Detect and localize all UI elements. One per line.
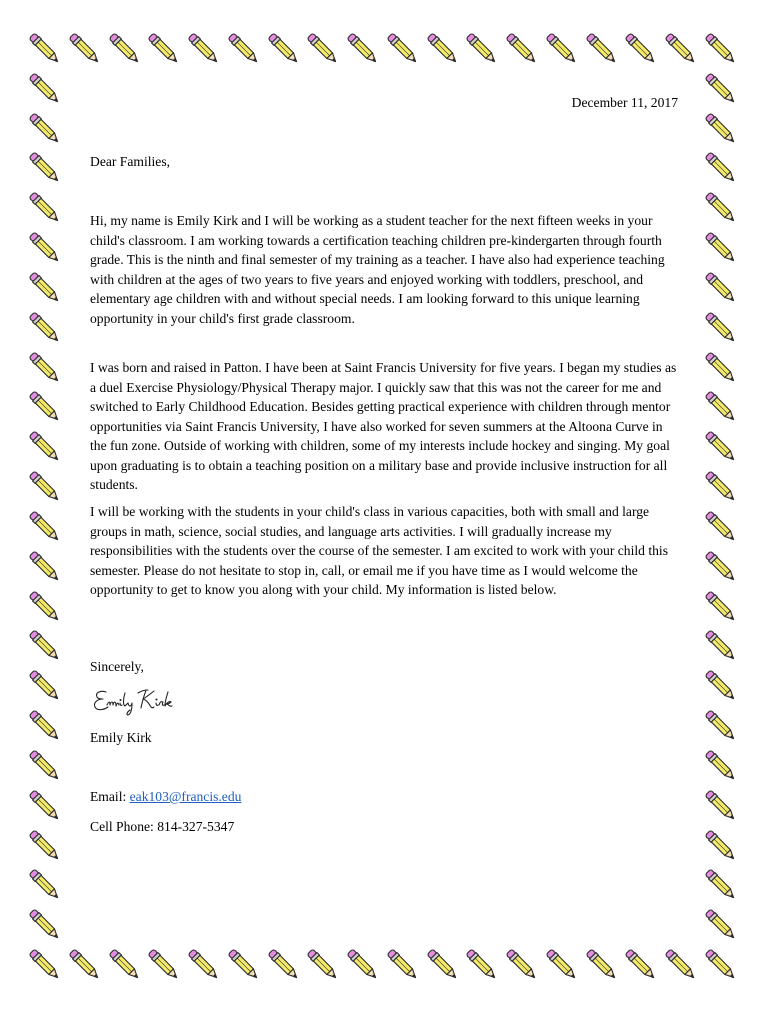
pencil-icon xyxy=(622,30,662,70)
pencil-icon xyxy=(702,70,742,110)
pencil-icon xyxy=(26,707,66,747)
pencil-icon xyxy=(26,667,66,707)
pencil-icon xyxy=(265,30,305,70)
pencil-icon xyxy=(583,30,623,70)
pencil-icon xyxy=(26,189,66,229)
pencil-icon xyxy=(26,388,66,428)
pencil-icon xyxy=(26,627,66,667)
pencil-icon xyxy=(26,588,66,628)
pencil-icon xyxy=(543,946,583,986)
pencil-icon xyxy=(225,30,265,70)
pencil-icon xyxy=(26,866,66,906)
phone-number: 814-327-5347 xyxy=(157,819,235,834)
pencil-icon xyxy=(424,946,464,986)
pencil-icon xyxy=(702,548,742,588)
pencil-icon xyxy=(26,747,66,787)
paragraph-introduction: Hi, my name is Emily Kirk and I will be working as a student teacher for the next fifteen weeks in your child's classroom. I am working towards a certification teaching children pre-kindergarten through fourth grade. This is the ninth and final semester of my training as a teacher. I have also had experience teaching with children at the ages of two years to five years and enjoyed working with toddlers, preschool, and elementary age children with and without special needs. I am looking forward to this unique learning opportunity in your child's first grade classroom. xyxy=(90,213,665,326)
phone-line xyxy=(90,817,234,837)
pencil-icon xyxy=(463,946,503,986)
pencil-icon xyxy=(702,508,742,548)
pencil-icon xyxy=(702,946,742,986)
pencil-icon xyxy=(424,30,464,70)
handwritten-signature xyxy=(90,683,200,717)
pencil-icon xyxy=(503,30,543,70)
pencil-icon xyxy=(702,707,742,747)
pencil-icon xyxy=(66,946,106,986)
pencil-icon xyxy=(702,269,742,309)
closing: Sincerely, xyxy=(90,659,144,674)
pencil-icon xyxy=(702,349,742,389)
pencil-icon xyxy=(26,149,66,189)
pencil-icon xyxy=(622,946,662,986)
pencil-icon xyxy=(702,588,742,628)
pencil-icon xyxy=(185,946,225,986)
pencil-icon xyxy=(26,428,66,468)
pencil-icon xyxy=(106,30,146,70)
pencil-icon xyxy=(26,70,66,110)
pencil-icon xyxy=(26,349,66,389)
pencil-icon xyxy=(702,388,742,428)
pencil-icon xyxy=(702,309,742,349)
paragraph-responsibilities: I will be working with the students in your child's class in various capacities, both with small and large groups in math, science, social studies, and language arts activities. I will gradually increase my responsibilities with the students over the course of the semester. I am excited to work with your child this semester. Please do not hesitate to stop in, call, or email me if you have time as I would welcome the opportunity to get to know you along with your child. My information is listed below. xyxy=(90,504,668,597)
pencil-icon xyxy=(662,30,702,70)
pencil-icon xyxy=(702,787,742,827)
pencil-icon xyxy=(344,30,384,70)
pencil-icon xyxy=(26,827,66,867)
pencil-icon xyxy=(26,229,66,269)
pencil-icon xyxy=(225,946,265,986)
pencil-icon xyxy=(26,468,66,508)
pencil-icon xyxy=(304,946,344,986)
salutation: Dear Families, xyxy=(90,154,171,169)
pencil-icon xyxy=(503,946,543,986)
pencil-icon xyxy=(26,269,66,309)
pencil-icon xyxy=(384,946,424,986)
pencil-icon xyxy=(702,667,742,707)
pencil-icon xyxy=(702,110,742,150)
phone-label: Cell Phone: xyxy=(90,819,158,834)
pencil-icon xyxy=(384,30,424,70)
pencil-icon xyxy=(265,946,305,986)
pencil-icon xyxy=(543,30,583,70)
pencil-icon xyxy=(26,30,66,70)
pencil-icon xyxy=(26,906,66,946)
pencil-icon xyxy=(702,468,742,508)
pencil-icon xyxy=(26,946,66,986)
pencil-icon xyxy=(702,229,742,269)
pencil-icon xyxy=(702,627,742,667)
pencil-icon xyxy=(702,30,742,70)
pencil-icon xyxy=(145,30,185,70)
email-label: Email: xyxy=(90,789,130,804)
pencil-icon xyxy=(583,946,623,986)
printed-name: Emily Kirk xyxy=(90,730,152,745)
pencil-icon xyxy=(26,309,66,349)
email-link[interactable]: eak103@francis.edu xyxy=(129,789,242,804)
pencil-icon xyxy=(26,548,66,588)
pencil-icon xyxy=(702,866,742,906)
pencil-icon xyxy=(145,946,185,986)
pencil-icon xyxy=(344,946,384,986)
pencil-icon xyxy=(26,508,66,548)
pencil-icon xyxy=(463,30,503,70)
pencil-icon xyxy=(702,827,742,867)
pencil-icon xyxy=(702,189,742,229)
pencil-icon xyxy=(702,428,742,468)
pencil-icon xyxy=(702,906,742,946)
pencil-icon xyxy=(702,747,742,787)
letter-date: December 11, 2017 xyxy=(571,95,678,110)
pencil-icon xyxy=(66,30,106,70)
pencil-icon xyxy=(702,149,742,189)
pencil-icon xyxy=(185,30,225,70)
pencil-icon xyxy=(26,787,66,827)
pencil-icon xyxy=(662,946,702,986)
pencil-icon xyxy=(304,30,344,70)
email-line xyxy=(90,787,241,807)
paragraph-background: I was born and raised in Patton. I have been at Saint Francis University for five years. I began my studies as a duel Exercise Physiology/Physical Therapy major. I quickly saw that this was not the career for me and switched to Early Childhood Education. Besides getting practical experience with children through mentor opportunities via Saint Francis University, I have also worked for seven summers at the Altoona Curve in the fun zone. Outside of working with children, some of my interests include hockey and singing. My goal upon graduating is to obtain a teaching position on a military base and provide inclusive instruction for all students. xyxy=(90,360,677,492)
pencil-icon xyxy=(106,946,146,986)
pencil-icon xyxy=(26,110,66,150)
